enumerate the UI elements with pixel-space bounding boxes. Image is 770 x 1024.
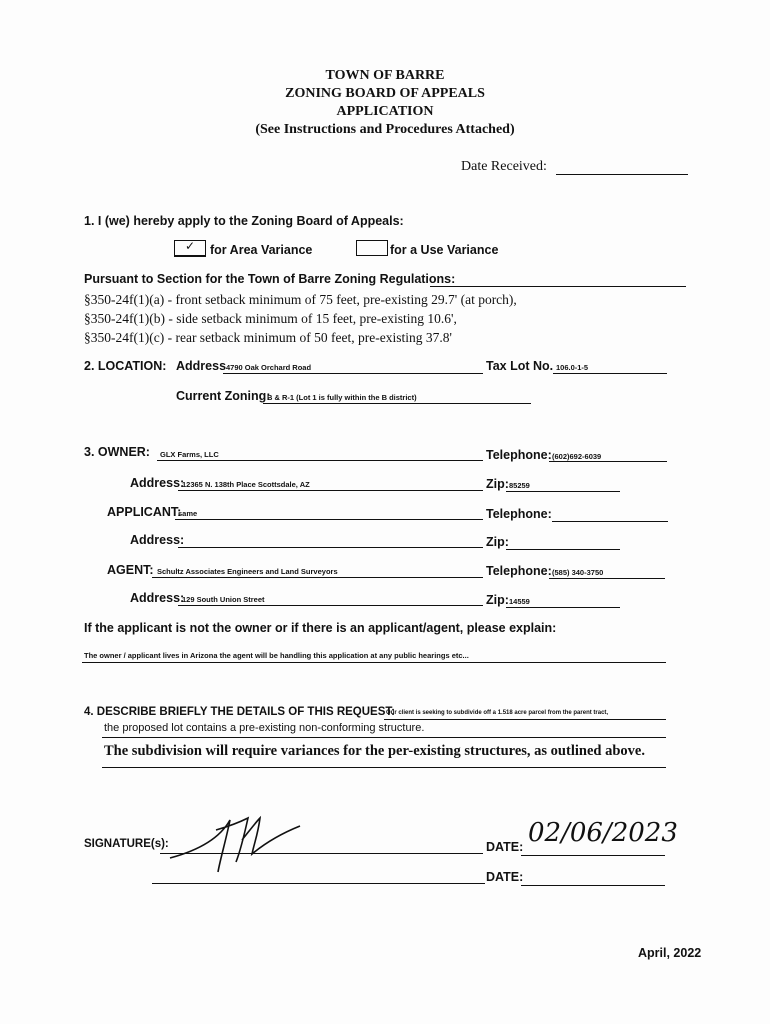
regulation-item: §350-24f(1)(b) - side setback minimum of 15 feet, pre-existing 10.6', (84, 311, 457, 326)
owner-phone-value: (602)692-6039 (552, 452, 602, 461)
date2-label: DATE: (486, 870, 524, 884)
request-field-2[interactable] (102, 737, 666, 738)
agent-address-label: Address: (130, 591, 185, 605)
date-label: DATE: (486, 840, 524, 854)
owner-field[interactable] (157, 460, 483, 461)
agent-label: AGENT: (107, 563, 154, 577)
applicant-zip-label: Zip: (486, 535, 509, 549)
request-field-3[interactable] (102, 767, 666, 768)
pursuant-label: Pursuant to Section for the Town of Barre Zoning Regulations: (84, 272, 456, 286)
agent-phone-label: Telephone: (486, 564, 552, 578)
owner-zip-field[interactable] (506, 491, 620, 492)
explain-label: If the applicant is not the owner or if there is an applicant/agent, please explain: (84, 621, 557, 635)
tax-lot-label: Tax Lot No. (486, 359, 554, 373)
owner-zip-label: Zip: (486, 477, 509, 491)
applicant-zip-field[interactable] (506, 549, 620, 550)
agent-value: Schultz Associates Engineers and Land Surveyors (157, 567, 338, 576)
check-mark-icon: ✓ (185, 239, 196, 253)
signature-field-2[interactable] (152, 883, 485, 884)
date-received-field[interactable] (556, 174, 688, 175)
zoning-label: Current Zoning: (176, 389, 271, 403)
instructions-note: (See Instructions and Procedures Attached) (255, 122, 515, 137)
owner-address-field[interactable] (178, 490, 483, 491)
explain-field[interactable] (82, 662, 666, 663)
regulation-item: §350-24f(1)(a) - front setback minimum of 75 feet, pre-existing 29.7' (at porch), (84, 292, 517, 307)
address-value: 4790 Oak Orchard Road (226, 363, 312, 372)
signature-label: SIGNATURE(s): (84, 838, 169, 850)
zoning-field[interactable] (263, 403, 531, 404)
agent-zip-field[interactable] (506, 607, 620, 608)
regulation-item: §350-24f(1)(c) - rear setback minimum of 50 feet, pre-existing 37.8' (84, 330, 452, 345)
owner-phone-label: Telephone: (486, 448, 552, 462)
area-variance-checkbox[interactable] (174, 240, 206, 257)
agent-phone-value: (585) 340-3750 (552, 568, 604, 577)
applicant-phone-field[interactable] (552, 521, 668, 522)
tax-lot-field[interactable] (553, 373, 667, 374)
owner-label: 3. OWNER: (84, 445, 150, 459)
agent-field[interactable] (152, 577, 483, 578)
request-field-1[interactable] (384, 719, 666, 720)
area-variance-label: for Area Variance (210, 243, 313, 257)
use-variance-checkbox[interactable] (356, 240, 388, 256)
request-line3: The subdivision will require variances for the per-existing structures, as outlined above. (104, 743, 645, 759)
agent-phone-field[interactable] (549, 578, 665, 579)
revision-date: April, 2022 (638, 946, 702, 960)
agent-address-field[interactable] (178, 605, 483, 606)
address-label: Address (176, 359, 227, 373)
request-label: 4. DESCRIBE BRIEFLY THE DETAILS OF THIS REQUEST: (84, 706, 395, 718)
date-field[interactable] (521, 855, 665, 856)
owner-zip-value: 85259 (509, 481, 530, 490)
owner-phone-field[interactable] (549, 461, 667, 462)
applicant-address-label: Address: (130, 533, 185, 547)
date2-field[interactable] (521, 885, 665, 886)
board-title: ZONING BOARD OF APPEALS (285, 86, 485, 101)
agent-address-value: 129 South Union Street (182, 595, 265, 604)
date-received-label: Date Received: (461, 159, 547, 174)
signature-image (160, 800, 310, 880)
explain-value: The owner / applicant lives in Arizona the agent will be handling this application at any public hearings etc... (84, 651, 469, 660)
owner-address-label: Address: (130, 476, 185, 490)
owner-value: GLX Farms, LLC (160, 450, 219, 459)
pursuant-field[interactable] (430, 286, 686, 287)
applicant-value: same (178, 509, 198, 518)
agent-zip-value: 14559 (509, 597, 530, 606)
applicant-label: APPLICANT: (107, 505, 182, 519)
applicant-phone-label: Telephone: (486, 507, 552, 521)
request-line1: Our client is seeking to subdivide off a 1.518 acre parcel from the parent tract, (386, 710, 609, 716)
request-line2: the proposed lot contains a pre-existing non-conforming structure. (104, 722, 425, 734)
zoning-value: B & R-1 (Lot 1 is fully within the B district) (267, 393, 417, 402)
tax-lot-value: 106.0-1-5 (556, 363, 589, 372)
town-title: TOWN OF BARRE (325, 68, 445, 83)
agent-zip-label: Zip: (486, 593, 509, 607)
use-variance-label: for a Use Variance (390, 243, 499, 257)
owner-address-value: 12365 N. 138th Place Scottsdale, AZ (182, 480, 310, 489)
signature-field[interactable] (160, 853, 483, 854)
applicant-field[interactable] (175, 519, 483, 520)
application-title: APPLICATION (336, 104, 434, 119)
address-field[interactable] (223, 373, 483, 374)
location-label: 2. LOCATION: (84, 359, 167, 373)
section1-label: 1. I (we) hereby apply to the Zoning Board of Appeals: (84, 214, 404, 228)
date-value: 02/06/2023 (528, 818, 678, 848)
applicant-address-field[interactable] (178, 547, 483, 548)
